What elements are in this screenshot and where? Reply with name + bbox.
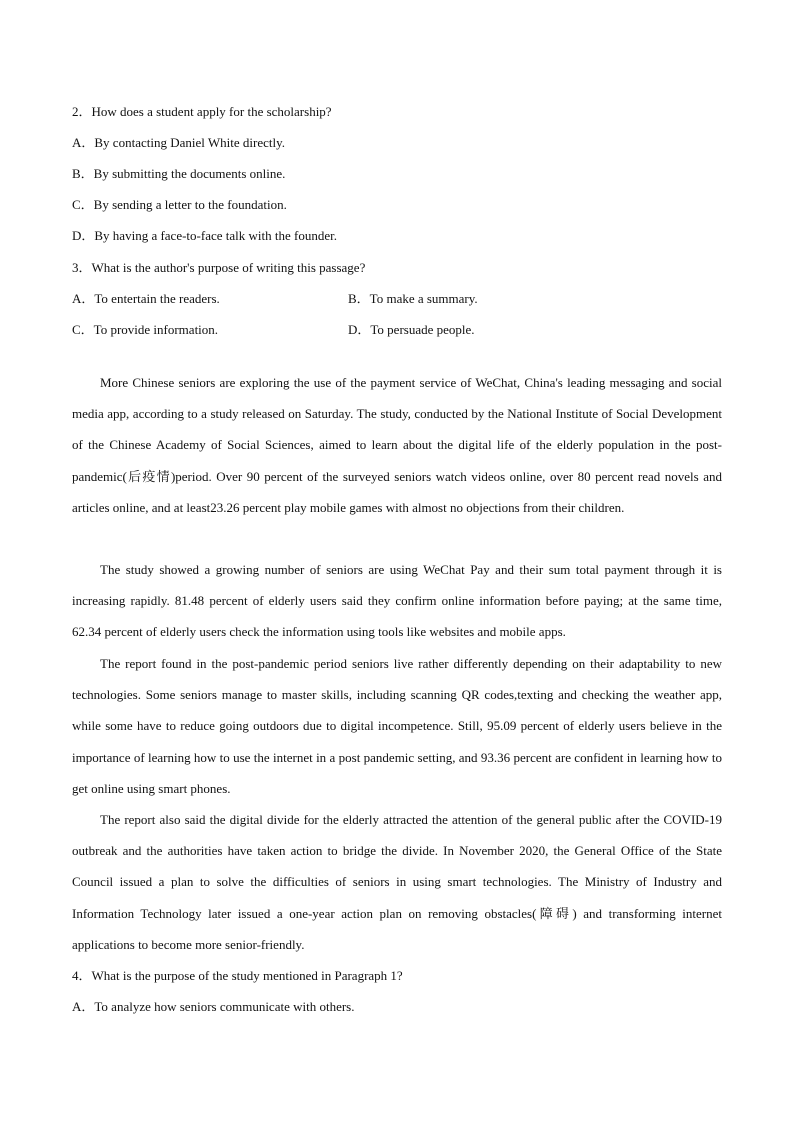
question-2-stem: 2．How does a student apply for the scholarship? xyxy=(72,104,332,119)
passage-paragraph-4: The report also said the digital divide for the elderly attracted the attention of the general public after the COVID-19 outbreak and the authorities have taken action to bridge the divide. In November 2020, the General Office of the State Council issued a plan to solve the difficulties of seniors in using smart technologies. The Ministry of Industry and Information Technology later issued a one-year action plan on removing obstacles(障碍) and transforming internet applications to become more senior-friendly. xyxy=(72,812,722,952)
passage-paragraph-1: More Chinese seniors are exploring the use of the payment service of WeChat, China's leading messaging and social media app, according to a study released on Saturday. The study, conducted by the National Institute of Social Development of the Chinese Academy of Social Sciences, aimed to learn about the digital life of the elderly population in the post-pandemic(后疫情)period. Over 90 percent of the surveyed seniors watch videos online, over 80 percent read novels and articles online, and at least23.26 percent play mobile games with almost no objections from their children. xyxy=(72,375,722,515)
question-2-option-c: C．By sending a letter to the foundation. xyxy=(72,197,287,212)
question-2-option-a: A．By contacting Daniel White directly. xyxy=(72,135,285,150)
question-3-option-c: C．To provide information. xyxy=(72,322,219,337)
question-3-option-b: B．To make a summary. xyxy=(348,291,478,306)
question-3-option-a: A．To entertain the readers. xyxy=(72,291,220,306)
question-2-option-d: D．By having a face-to-face talk with the founder. xyxy=(72,228,337,243)
question-4-stem: 4．What is the purpose of the study mentioned in Paragraph 1? xyxy=(72,968,403,983)
passage-paragraph-3: The report found in the post-pandemic period seniors live rather differently depending on their adaptability to new technologies. Some seniors manage to master skills, including scanning QR codes,texting and checking the weather app, while some have to reduce going outdoors due to digital incompetence. Still, 95.09 percent of elderly users believe in the importance of learning how to use the internet in a post pandemic setting, and 93.36 percent are confident in learning how to get online using smart phones. xyxy=(72,656,722,796)
question-2-option-b: B．By submitting the documents online. xyxy=(72,166,286,181)
question-3-stem: 3．What is the author's purpose of writing this passage? xyxy=(72,260,366,275)
question-3-option-d: D．To persuade people. xyxy=(348,322,475,337)
passage-paragraph-2: The study showed a growing number of seniors are using WeChat Pay and their sum total payment through it is increasing rapidly. 81.48 percent of elderly users said they confirm online information before paying; at the same time, 62.34 percent of elderly users check the information using tools like websites and mobile apps. xyxy=(72,562,722,640)
question-4-option-a: A．To analyze how seniors communicate with others. xyxy=(72,999,355,1014)
